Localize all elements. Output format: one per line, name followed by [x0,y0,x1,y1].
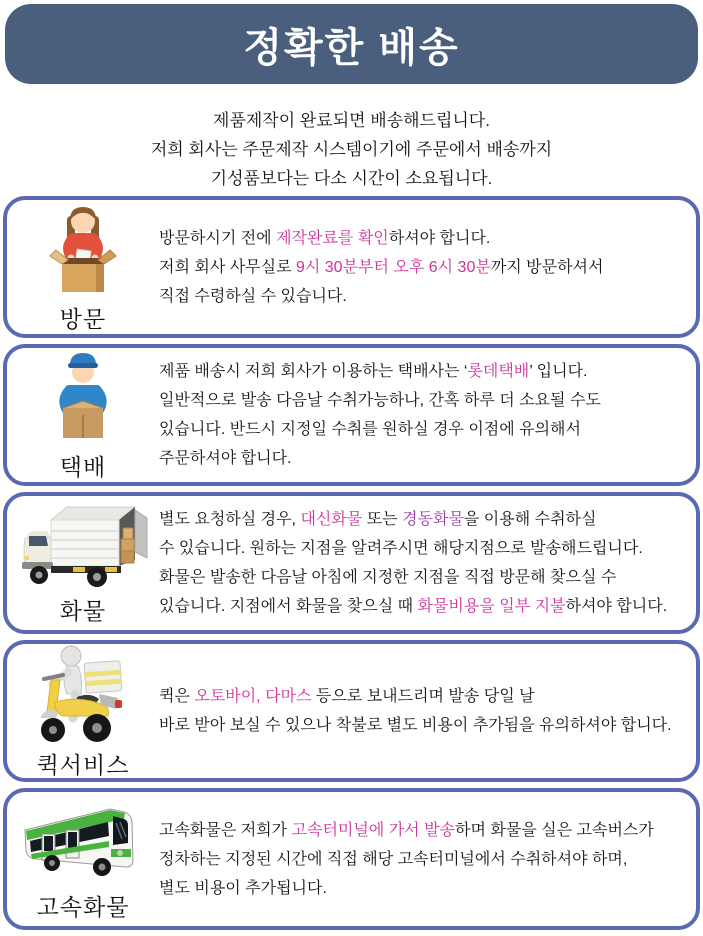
woman-packing-box-icon [41,200,125,300]
text-line [159,415,688,444]
page-title-banner [5,4,698,84]
highlight-pink: 대신화물 [300,511,363,528]
text-segment: 고속화물은 저희가 [159,821,292,839]
text-segment: 또는 [362,511,403,528]
text-segment: 등으로 보내드리며 발송 당일 날 [311,688,535,705]
section-express [3,788,700,930]
section-icon-column [7,348,159,482]
section-icon-column [7,200,159,334]
text-line [159,224,688,253]
highlight-pink: 9시 30분부터 오후 6시 30분 [295,258,491,276]
text-line [159,505,688,534]
text-line [159,282,688,311]
highlight-pink: 화물비용을 일부 지불 [417,598,566,615]
text-segment: 수 있습니다. 원하는 지점을 알려주시면 해당지점으로 발송해드립니다. [159,540,643,557]
text-line [159,444,688,473]
text-segment: 주문하셔야 합니다. [159,450,292,467]
delivery-scooter-icon [33,642,133,746]
text-segment: 하셔야 합니다. [565,598,668,615]
text-segment: 퀵은 [159,688,195,705]
highlight-pink: 고속터미널에 가서 발송 [291,821,455,839]
delivery-man-icon [44,348,122,448]
section-text [159,357,696,473]
section-visit [3,196,700,338]
text-segment: 있습니다. 반드시 지정일 수취를 원하실 경우 이점에 유의해서 [159,421,581,438]
text-line [159,534,688,563]
section-label: 택배 [59,454,107,480]
text-segment: 있습니다. 지점에서 화물을 찾으실 때 [159,598,418,615]
intro-line: 저희 회사는 주문제작 시스템이기에 주문에서 배송까지 [150,140,553,159]
text-segment: ’ 입니다. [529,363,588,380]
text-line [159,816,688,845]
text-line [159,592,688,621]
section-text [159,682,696,740]
highlight-pink: 제작완료를 확인 [276,229,389,247]
box-truck-icon [17,500,149,592]
intro-line: 기성품보다는 다소 시간이 소요됩니다. [210,169,493,188]
section-label: 고속화물 [36,894,130,920]
delivery-notice [0,4,703,936]
section-icon-column [7,642,159,780]
text-segment: 하며 화물을 실은 고속버스가 [455,821,654,839]
text-line [159,682,688,711]
intro-text [0,106,703,193]
text-segment: 별도 요청하실 경우, [159,511,301,528]
text-segment: 제품 배송시 저희 회사가 이용하는 택배사는 ‘ [159,363,468,380]
text-line [159,711,688,740]
section-freight [3,492,700,634]
section-icon-column [7,796,159,922]
section-text [159,224,696,311]
highlight-pink: 오토바이, 다마스 [194,688,312,705]
section-quick [3,640,700,782]
text-segment: 방문하시기 전에 [159,229,277,247]
text-segment: 화물은 발송한 다음날 아침에 지정한 지점을 직접 방문해 찾으실 수 [159,569,617,586]
text-segment: 까지 방문하셔서 [490,258,604,276]
intro-line: 제품제작이 완료되면 배송해드립니다. [213,111,490,130]
box-truck-icon [17,500,149,592]
section-label: 퀵서비스 [36,752,130,778]
text-line [159,386,688,415]
text-segment: 직접 수령하실 수 있습니다. [159,287,347,305]
text-segment: 하셔야 합니다. [388,229,491,247]
woman-packing-box-icon [41,200,125,300]
text-segment: 을 이용해 수취하실 [463,511,597,528]
text-segment: 바로 받아 보실 수 있으나 착불로 별도 비용이 추가됨을 유의하셔야 합니다. [159,717,672,734]
section-icon-column [7,500,159,626]
express-bus-icon [18,796,148,888]
delivery-sections [3,196,700,930]
text-line [159,563,688,592]
text-line [159,845,688,874]
highlight-purple: 경동화물 [402,511,464,528]
section-text [159,505,696,621]
text-segment: 정차하는 지정된 시간에 직접 해당 고속터미널에서 수취하셔야 하며, [159,850,628,868]
text-segment: 저희 회사 사무실로 [159,258,296,276]
text-line [159,253,688,282]
highlight-pink: 롯데택배 [467,363,530,380]
delivery-man-icon [44,348,122,448]
text-line [159,357,688,386]
section-text [159,816,696,903]
section-parcel [3,344,700,486]
text-segment: 일반적으로 발송 다음날 수취가능하나, 간혹 하루 더 소요될 수도 [159,392,601,409]
express-bus-icon [18,796,148,888]
section-label: 화물 [59,598,107,624]
text-segment: 별도 비용이 추가됩니다. [159,879,327,897]
delivery-scooter-icon [33,642,133,746]
page-title: 정확한 배송 [243,25,460,70]
section-label: 방문 [59,306,107,332]
text-line [159,874,688,903]
